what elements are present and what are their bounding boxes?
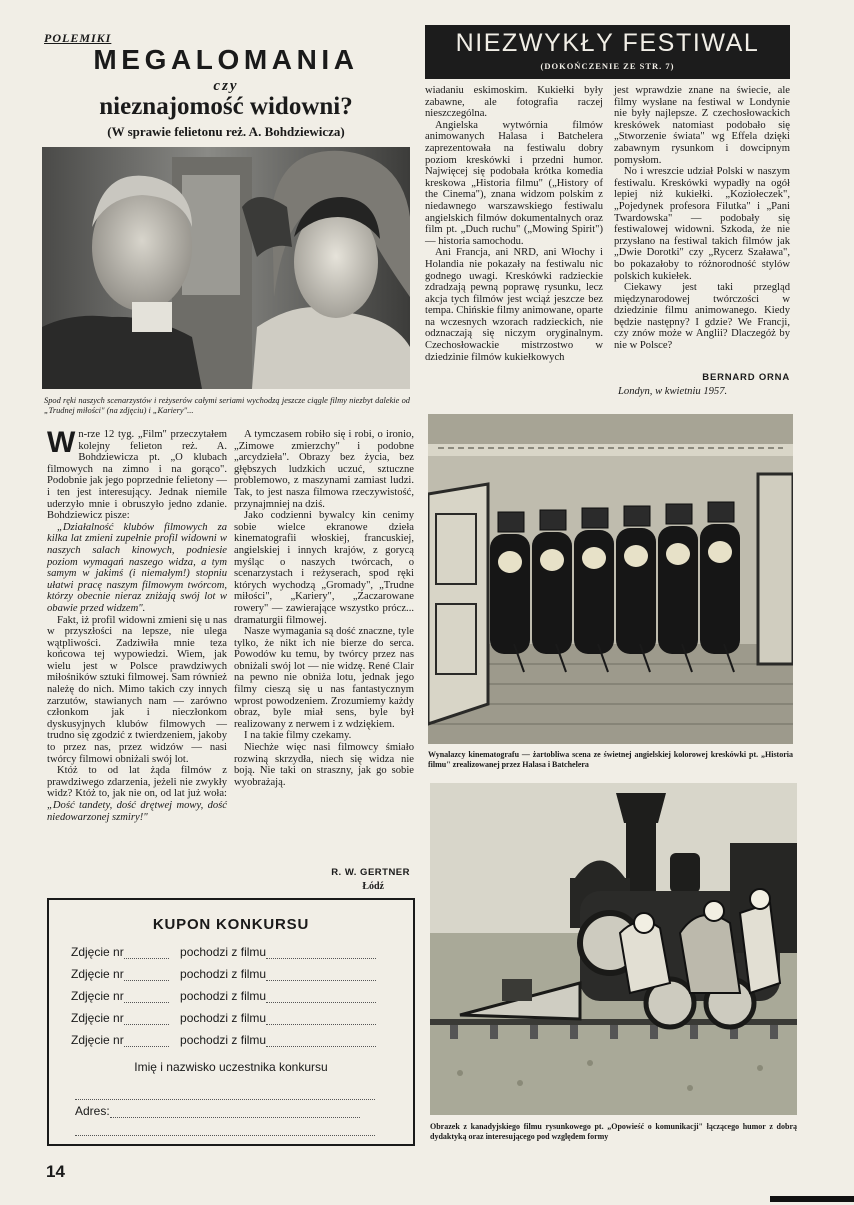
paragraph: Ani Francja, ani NRD, ani Włochy i Holandia nie pokazały na festiwalu nic godnego uwagi. Kreskówki radzieckie zdradzają pewną poprawę rysunku, lecz akcja tych filmów jest wciąż jeszcze bez tempa. Chińskie filmy animowane, oparte na wczesnych wzorach radzieckich, nie odznaczają się niczym oryginalnym. Czechosłowackie mistrzostwo w dziedzinie filmów kukiełkowych	[425, 247, 603, 363]
author-city: Łódź	[362, 881, 384, 892]
coupon-title: KUPON KONKURSU	[152, 916, 310, 933]
photo-caption: Spod ręki naszych scenarzystów i reżyserów całymi seriami wychodzą jeszcze ciągle filmy niezbyt dalekie od „Trudnej miłości" (na zdjęciu) i „Kariery"...	[44, 396, 410, 415]
continuation-note: (DOKOŃCZENIE ZE STR. 7)	[540, 61, 675, 71]
cartoon-caption: Obrazek z kanadyjskiego filmu rysunkowego pt. „Opowieść o komunikacji" łączącego humor z dobrą dydaktyką oraz interesującego pod względem formy	[430, 1122, 797, 1141]
author-signature: R. W. GERTNER	[331, 867, 410, 878]
paragraph: Jako codzienni bywalcy kin cenimy sobie wielce ekranowe dzieła kinematografii włoskiej, francuskiej, angielskiej i innych krajów, z gorycą myśląc o naszych twórcach, o scenarzystach i reżyserach, spod ręki których wychodzą „Gromady", „Trudne miłości", „Kariery", „Zaczarowane rowery" — zawierające wszystko prócz... dramaturgii filmowej.	[234, 510, 414, 626]
address-field-line-2[interactable]	[75, 1126, 375, 1136]
quote-inline: „Dość tandety, dość drętwej mowy, dość niedowarzonej szmiry!"	[47, 800, 227, 823]
paragraph: Wn-rze 12 tyg. „Film" przeczytałem kolejny felieton reż. A. Bohdziewicza pt. „O klubach filmowych na zimno i na gorąco". Podobnie jak jego poprzednie felietony — i ten jest interesujący. Jednak niemile uderzyło mnie i obruszyło jedno zdanie. Bohdziewicz pisze:	[47, 426, 227, 522]
author-signature: BERNARD ORNA	[702, 372, 790, 383]
coupon-photo-row[interactable]: Zdjęcie nr pochodzi z filmu	[71, 967, 391, 981]
address-label: Adres:	[75, 1104, 110, 1118]
paragraph: No i wreszcie udział Polski w naszym festiwalu. Kreskówki wypadły na ogół lepiej niż kukiełki. „Koziołeczek", „Pojedynek profesora Filutka" i „Pani Twardowska" — podobały się festiwalowej widowni. Szkoda, że nie przysłano na festiwal takich filmów jak „Dwie Dorotki" czy „Rycerz Szaława", bo pokazałoby to różnorodność stylów polskich kukiełek.	[614, 166, 790, 282]
film-still-photo	[42, 147, 410, 389]
festival-column-1	[425, 85, 603, 363]
cartoon-caption: Wynalazcy kinematografu — żartobliwa scena ze świetnej angielskiej kolorowej kreskówki pt. „Historia filmu" zrealizowanej przez Halasa i Batchelera	[428, 750, 793, 769]
dateline: Londyn, w kwietniu 1957.	[618, 386, 728, 397]
drop-cap: W	[47, 426, 76, 459]
cartoon-still-history-of-film	[428, 414, 793, 744]
paragraph: Niechże więc nasi filmowcy śmiało rozwiną skrzydła, niech się widza nie boją. Nie taki on straszny, jak go sobie wyobrażają.	[234, 742, 414, 788]
address-row[interactable]	[75, 1104, 395, 1118]
article-context-note: (W sprawie felietonu reż. A. Bohdziewicza)	[107, 124, 345, 139]
paragraph: Nasze wymagania są dość znaczne, tyle tylko, że nikt ich nie bierze do serca. Powodów ku temu, by twórcy przez nas obniżali swój lot — nie widzę. René Clair na pewno nie obniża lotu, jednak jego filmy cieszą się u nas fantastycznym wprost powodzeniem. Zrozumiemy każdy obraz, byle miał sens, byle był realizowany z nerwem i z wdziękiem.	[234, 626, 414, 730]
cartoon-still-locomotive	[430, 783, 797, 1115]
paragraph: Któż to od lat żąda filmów z prawdziwego zdarzenia, jeżeli nie zwykły widz? Któż to, jak nie on, od lat już woła: „Dość tandety, dość drętwej mowy, dość niedowarzonej szmiry!"	[47, 765, 227, 823]
festival-column-2	[614, 85, 790, 352]
coupon-photo-row[interactable]: Zdjęcie nr pochodzi z filmu	[71, 1011, 391, 1025]
polemic-column-2	[234, 429, 414, 788]
festival-article-title: NIEZWYKŁY FESTIWAL	[455, 29, 760, 57]
article-title-conjunction: czy	[213, 78, 239, 94]
paragraph: I na takie filmy czekamy.	[244, 730, 352, 742]
paragraph: Angielska wytwórnia filmów animowanych Halasa i Batchelera zaprezentowała na festiwalu dobry poziom kreskówki i przedni humor. Najwięcej się podobała krótka komedia kreskowa „Historia filmu" („History of the Cinema"), znana widzom polskim z niedawnego warszawskiego festiwalu angielskich filmów dokumentalnych oraz film pt. „Duch ruchu" („Mowing Spirit") — historia samochodu.	[425, 119, 603, 247]
page-number: 14	[46, 1162, 65, 1181]
article-title: MEGALOMANIA	[93, 44, 359, 75]
polemic-column-1	[47, 426, 227, 823]
participant-name-label: Imię i nazwisko uczestnika konkursu	[134, 1060, 328, 1074]
paragraph: A tymczasem robiło się i robi, o ironio, „Zimowe zmierzchy" i podobne „arcydzieła". Obrazy bez życia, bez głębszych ludzkich uczuć, sztuczne problemowo, z maszynami zamiast ludzi. Tak, to jest nasza filmowa rzeczywistość, przynajmniej na dziś.	[234, 429, 414, 510]
paragraph: jest wprawdzie znane na świecie, ale filmy wysłane na festiwal w Londynie nie były najlepsze. Z czechosłowackich kreskówek natomiast podobało się „Stworzenie świata" wg Effela dzięki zabawnym rysunkom i dowcipnym pomysłom.	[614, 85, 790, 166]
section-rubric: POLEMIKI	[44, 31, 112, 45]
quote-paragraph: „Działalność klubów filmowych za kilka lat zmieni zupełnie profil widowni w naszych salach kinowych, podniesie poziom wymagań naszego widza, a tym samym w jakimś (i niemałym!) stopniu ułatwi pracę naszym filmowym twórcom, którzy obecnie nieraz zniżają swój lot w obawie przed widzem".	[47, 521, 227, 614]
paragraph: wiadaniu eskimoskim. Kukiełki były zabawne, ale fotografia raczej nieszczególna.	[425, 85, 603, 120]
participant-name-field[interactable]	[75, 1086, 375, 1100]
paragraph: Ciekawy jest taki przegląd międzynarodowej twórczości w dziedzinie filmu animowanego. Kiedy będzie następny? I gdzie? We Francji, czy znów może w Anglii? Dlaczegóż by nie w Polsce?	[614, 282, 790, 352]
page-edge-mark	[770, 1196, 854, 1202]
festival-article-banner	[425, 25, 790, 79]
coupon-photo-row[interactable]: Zdjęcie nr pochodzi z filmu	[71, 989, 391, 1003]
coupon-photo-row[interactable]: Zdjęcie nr pochodzi z filmu	[71, 945, 391, 959]
article-subtitle: nieznajomość widowni?	[99, 93, 353, 120]
coupon-photo-row[interactable]: Zdjęcie nr pochodzi z filmu	[71, 1033, 391, 1047]
paragraph: Fakt, iż profil widowni zmieni się u nas w przyszłości na lepsze, nie ulega wątpliwości. Zadziwiła mnie teza końcowa tej wypowiedzi. Wiem, jak wielu jest w Polsce prawdziwych miłośników sztuki filmowej. Sam również należę do nich. Mimo takich czy innych zarzutów, stawianych nam — zarówno członkom jak i nieczłonkom dyskusyjnych klubów filmowych — trudno się zgodzić z twierdzeniem, jakoby to przez nas, przez widzów — nasi twórcy filmowi obniżali swój lot.	[47, 614, 227, 765]
contest-coupon	[47, 898, 415, 1146]
